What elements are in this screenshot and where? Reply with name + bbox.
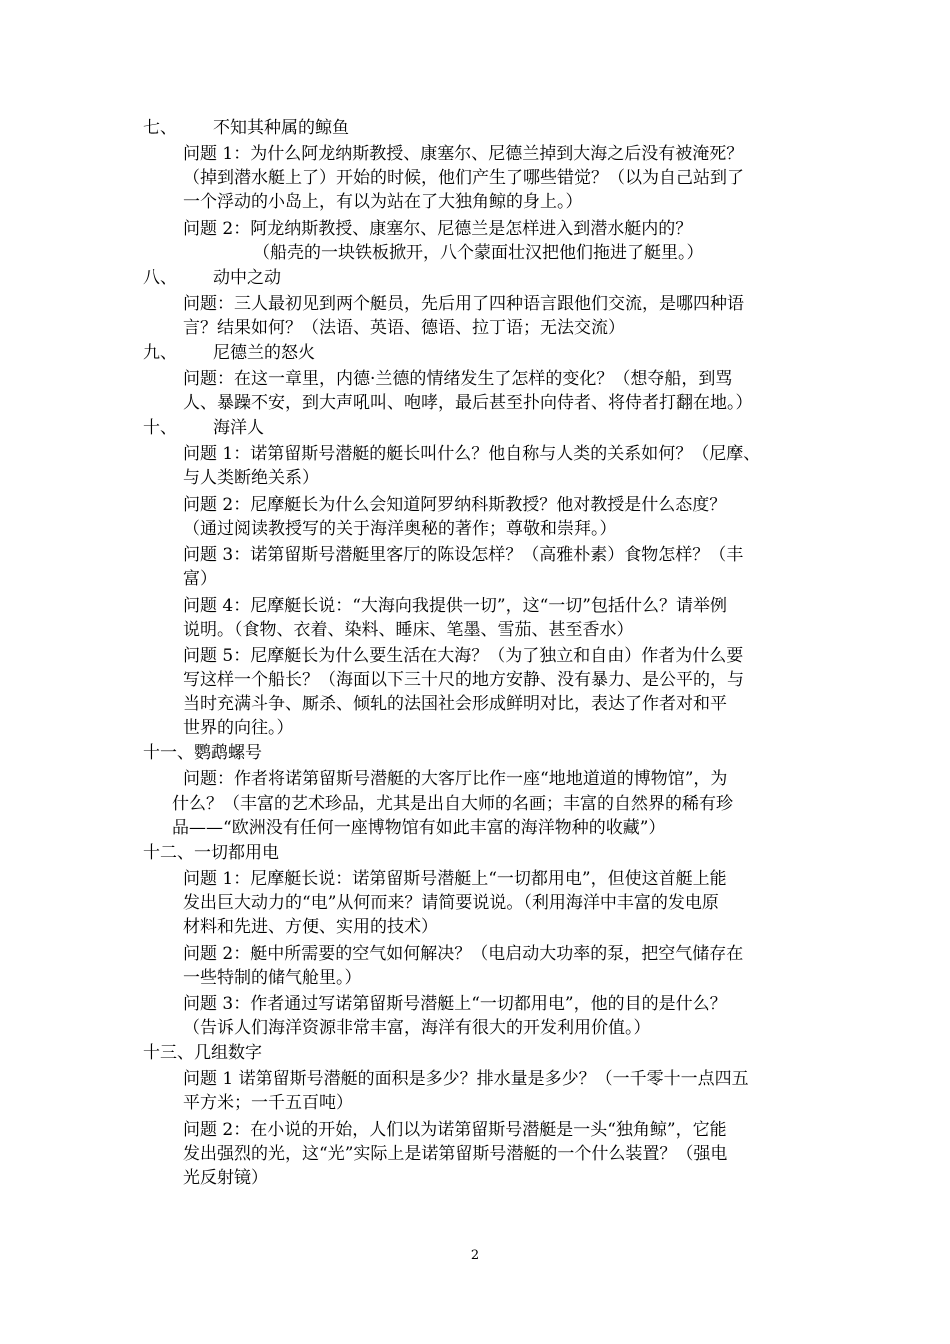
chapter-title: 十二、一切都用电 [143,843,279,863]
chapter-heading [143,341,315,365]
answer-line: 当时充满斗争、厮杀、倾轧的法国社会形成鲜明对比，表达了作者对和平 [183,694,727,714]
question-line: 问题 1：为什么阿龙纳斯教授、康塞尔、尼德兰掉到大海之后没有被淹死？ [183,144,744,164]
answer-line: 与人类断绝关系） [183,468,319,488]
answer-line: 材料和先进、方便、实用的技术） [183,917,438,937]
question-line: （船壳的一块铁板掀开，八个蒙面壮汉把他们拖进了艇里。） [253,243,704,263]
answer-line: 发出巨大动力的“电”从何而来？请简要说说。（利用海洋中丰富的发电原 [183,893,719,913]
chapter-number: 十、 [143,418,177,438]
question-line: 问题 3：诺第留斯号潜艇里客厅的陈设怎样？（高雅朴素）食物怎样？（丰 [183,545,744,565]
chapter-number: 七、 [143,118,177,138]
answer-line: 世界的向往。） [183,718,294,738]
question-line: 问题 2：艇中所需要的空气如何解决？（电启动大功率的泵，把空气储存在 [183,944,744,964]
chapter-title: 动中之动 [213,268,281,288]
question-line: 问题 2：阿龙纳斯教授、康塞尔、尼德兰是怎样进入到潜水艇内的？ [183,219,693,239]
chapter-heading [143,266,281,290]
question-line: 问题 1：诺第留斯号潜艇的艇长叫什么？他自称与人类的关系如何？（尼摩、 [183,444,761,464]
chapter-title: 不知其种属的鲸鱼 [213,118,349,138]
chapter-heading [143,841,279,865]
chapter-number: 八、 [143,268,177,288]
chapter-heading [143,416,264,440]
chapter-heading [143,1041,262,1065]
answer-line: 发出强烈的光，这“光”实际上是诺第留斯号潜艇的一个什么装置？（强电 [183,1144,728,1164]
chapter-heading [143,116,349,140]
question-line: 问题：三人最初见到两个艇员，先后用了四种语言跟他们交流，是哪四种语 [183,294,744,314]
question-line: 问题 5：尼摩艇长为什么要生活在大海？（为了独立和自由）作者为什么要 [183,646,744,666]
chapter-title: 十一、鹦鹉螺号 [143,743,262,763]
question-line: 问题：在这一章里，内德·兰德的情绪发生了怎样的变化？（想夺船，到骂 [183,369,733,389]
answer-line: （掉到潜水艇上了）开始的时候，他们产生了哪些错觉？（以为自己站到了 [183,168,744,188]
answer-line: 什么？（丰富的艺术珍品，尤其是出自大师的名画；丰富的自然界的稀有珍 [172,794,733,814]
answer-line: 说明。（食物、衣着、染料、睡床、笔墨、雪茄、甚至香水） [183,620,634,640]
answer-line: 人、暴躁不安，到大声吼叫、咆哮，最后甚至扑向侍者、将侍者打翻在地。） [183,393,753,413]
answer-line: （通过阅读教授写的关于海洋奥秘的著作；尊敬和崇拜。） [183,519,617,539]
answer-line: 言？结果如何？（法语、英语、德语、拉丁语；无法交流） [183,318,625,338]
answer-line: 品——“欧洲没有任何一座博物馆有如此丰富的海洋物种的收藏”） [172,818,666,838]
chapter-title: 十三、几组数字 [143,1043,262,1063]
question-line: 问题 3：作者通过写诺第留斯号潜艇上“一切都用电”，他的目的是什么？ [183,994,727,1014]
chapter-number: 九、 [143,343,177,363]
page-number: 2 [470,1248,480,1263]
answer-line: 一些特制的储气舱里。） [183,968,362,988]
chapter-heading [143,741,262,765]
question-line: 问题 1 诺第留斯号潜艇的面积是多少？排水量是多少？（一千零十一点四五 [183,1069,749,1089]
question-line: 问题 4：尼摩艇长说：“大海向我提供一切”，这“一切”包括什么？请举例 [183,596,727,616]
question-line: 问题：作者将诺第留斯号潜艇的大客厅比作一座“地地道道的博物馆”，为 [183,769,728,789]
chapter-title: 海洋人 [213,418,264,438]
answer-line: （告诉人们海洋资源非常丰富，海洋有很大的开发利用价值。） [183,1018,651,1038]
answer-line: 富） [183,569,217,589]
chapter-title: 尼德兰的怒火 [213,343,315,363]
answer-line: 平方米；一千五百吨） [183,1093,353,1113]
answer-line: 一个浮动的小岛上，有以为站在了大独角鲸的身上。） [183,192,583,212]
answer-line: 写这样一个船长？（海面以下三十尺的地方安静、没有暴力、是公平的，与 [183,670,744,690]
question-line: 问题 2：在小说的开始，人们以为诺第留斯号潜艇是一头“独角鲸”，它能 [183,1120,727,1140]
question-line: 问题 1：尼摩艇长说：诺第留斯号潜艇上“一切都用电”，但使这首艇上能 [183,869,727,889]
question-line: 问题 2：尼摩艇长为什么会知道阿罗纳科斯教授？他对教授是什么态度？ [183,495,727,515]
answer-line: 光反射镜） [183,1168,268,1188]
